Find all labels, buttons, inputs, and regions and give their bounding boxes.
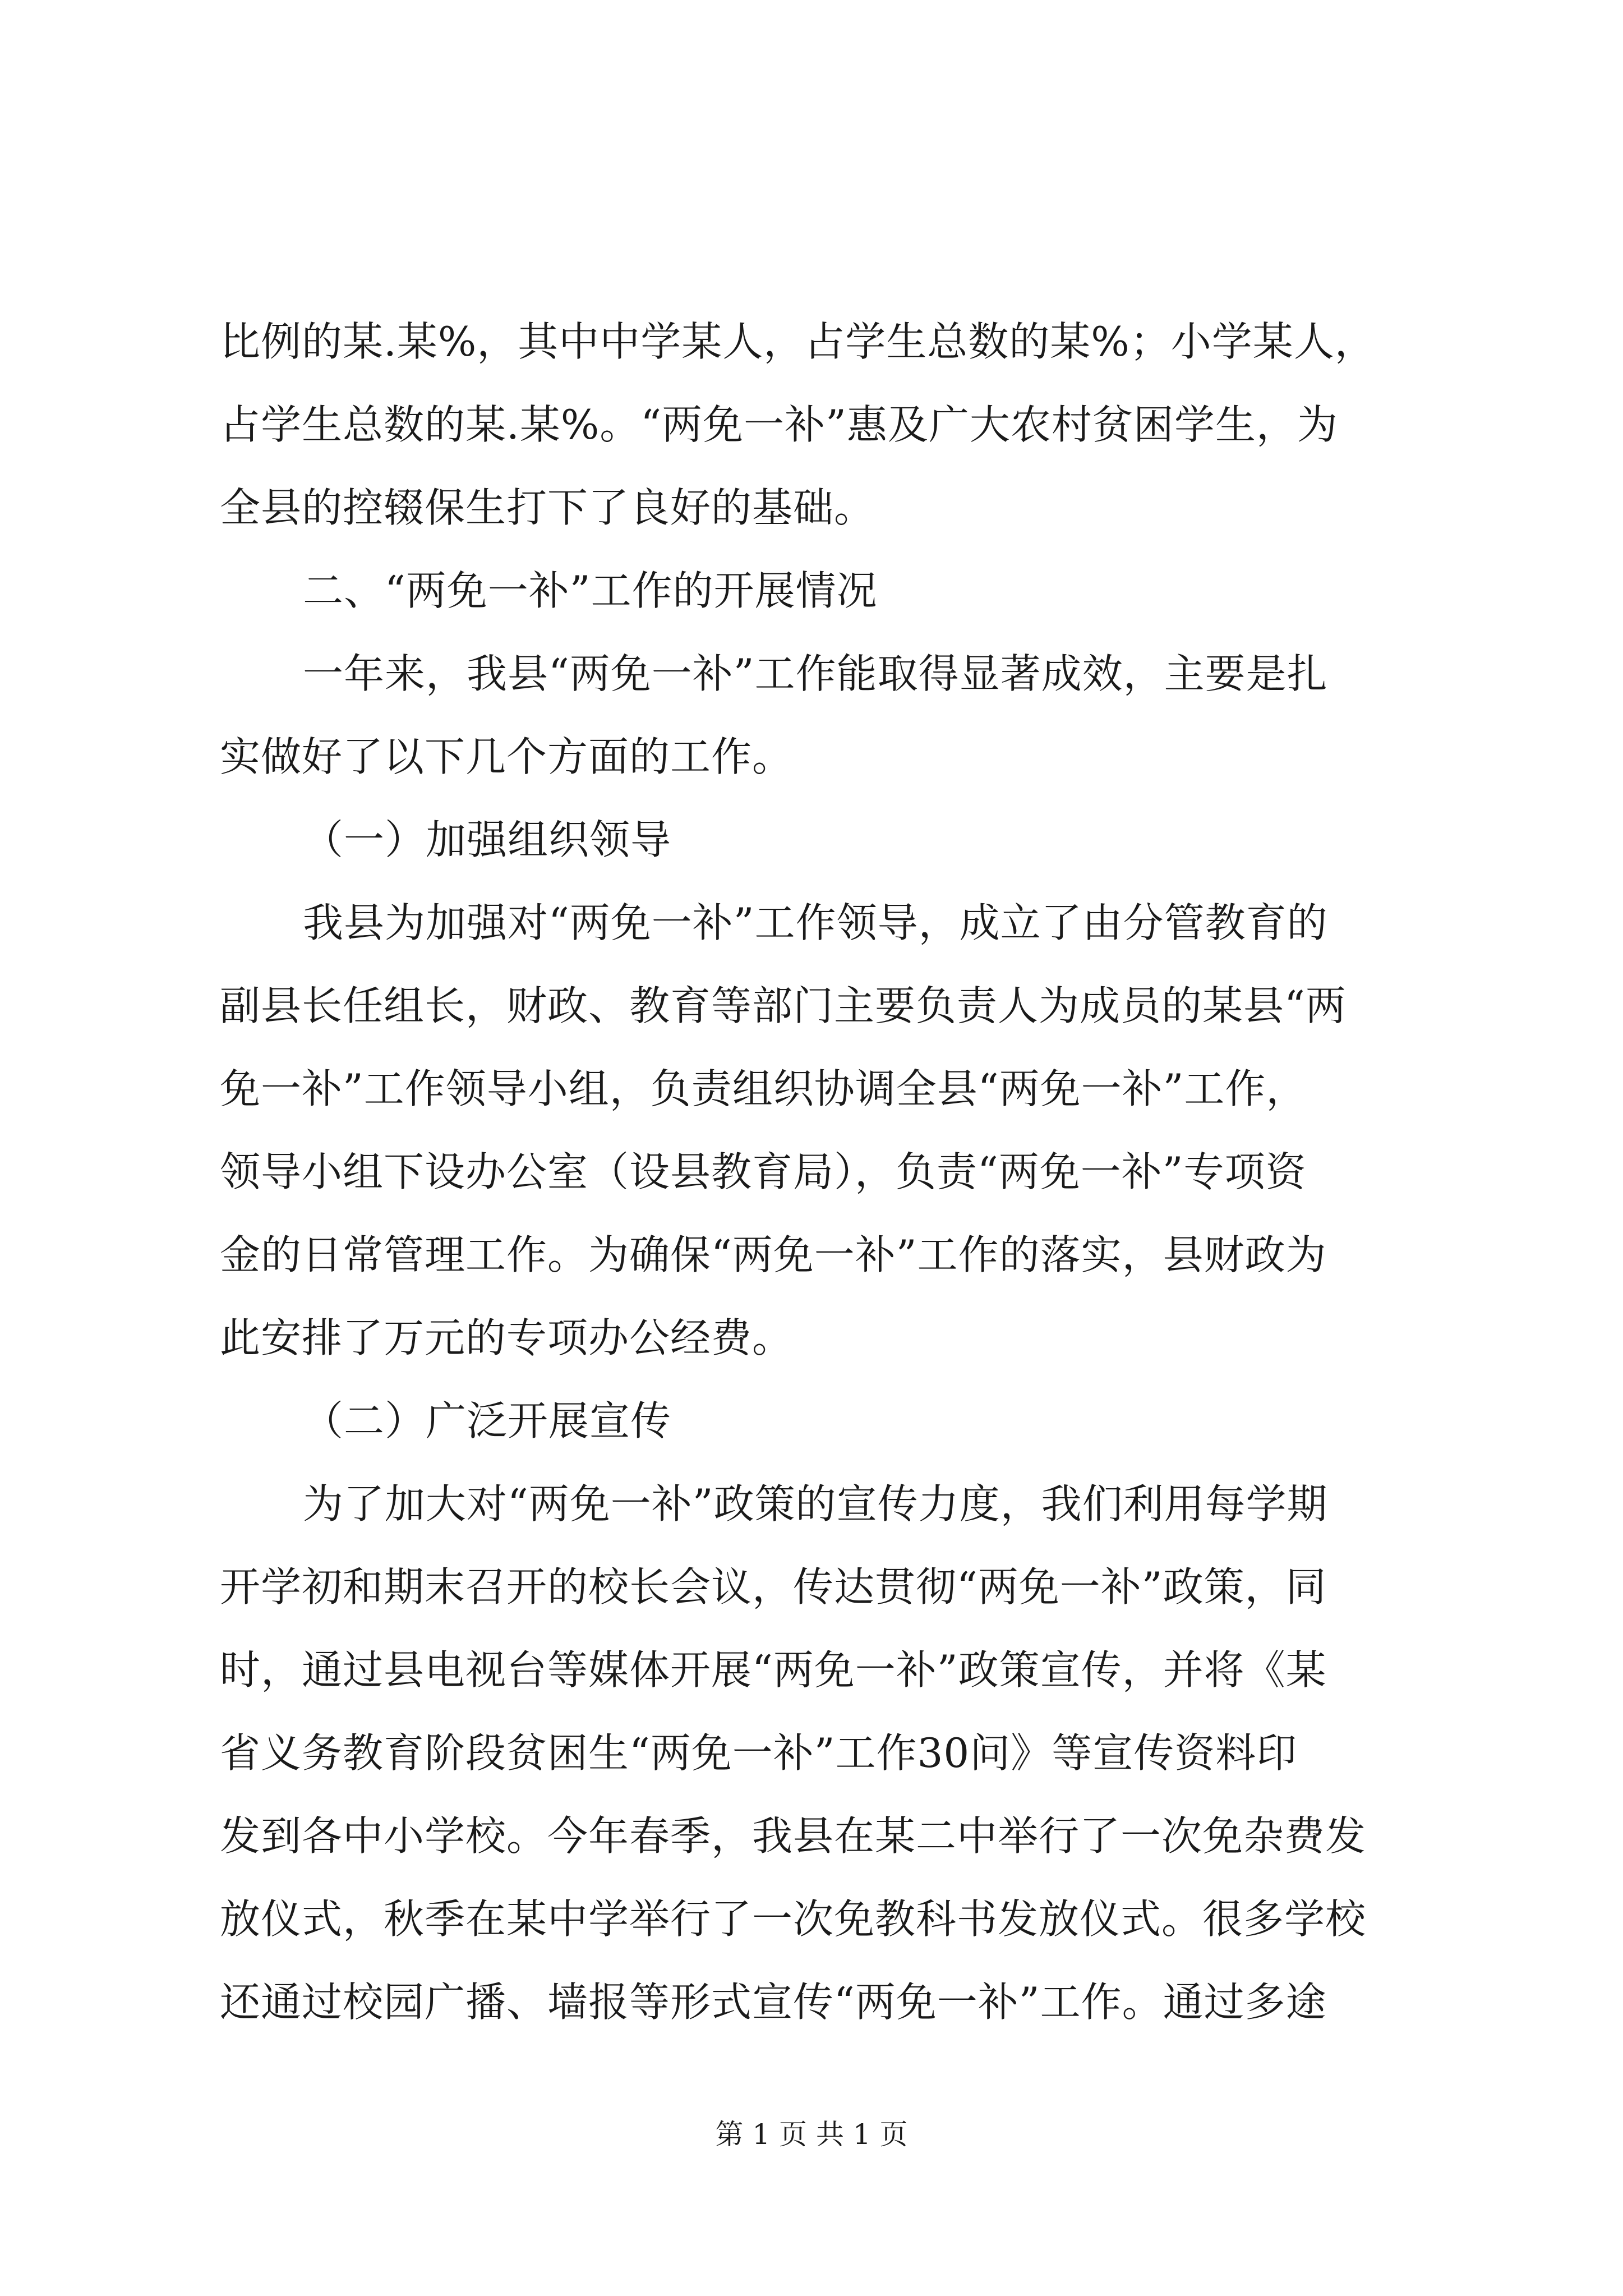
subsection-heading: （一）加强组织领导 <box>303 816 672 863</box>
body-line: 一年来，我县“两免一补”工作能取得显著成效，主要是扎 <box>303 650 1328 697</box>
body-line: 开学初和期末召开的校长会议，传达贯彻“两免一补”政策，同 <box>220 1563 1327 1611</box>
body-line: 领导小组下设办公室（设县教育局），负责“两免一补”专项资 <box>220 1148 1307 1195</box>
body-line: 实做好了以下几个方面的工作。 <box>220 733 794 780</box>
body-line: 金的日常管理工作。为确保“两免一补”工作的落实，县财政为 <box>220 1231 1327 1278</box>
body-line: 我县为加强对“两免一补”工作领导，成立了由分管教育的 <box>303 899 1328 946</box>
body-line: 免一补”工作领导小组，负责组织协调全县“两免一补”工作， <box>220 1065 1307 1112</box>
document-body <box>220 300 1431 2044</box>
body-line: 省义务教育阶段贫困生“两免一补”工作30问》等宣传资料印 <box>220 1729 1298 1777</box>
body-line: 放仪式，秋季在某中学举行了一次免教科书发放仪式。很多学校 <box>220 1895 1367 1943</box>
body-line: 发到各中小学校。今年春季，我县在某二中举行了一次免杂费发 <box>220 1812 1367 1860</box>
body-line: 副县长任组长，财政、教育等部门主要负责人为成员的某县“两 <box>220 982 1347 1029</box>
section-heading: 二、“两免一补”工作的开展情况 <box>303 567 878 614</box>
page-number-footer: 第 1 页 共 1 页 <box>715 2118 908 2151</box>
subsection-heading: （二）广泛开展宣传 <box>303 1397 672 1444</box>
body-line: 占学生总数的某.某%。“两免一补”惠及广大农村贫困学生，为 <box>220 401 1338 448</box>
body-line: 此安排了万元的专项办公经费。 <box>220 1314 794 1361</box>
body-line: 比例的某.某%，其中中学某人，占学生总数的某%；小学某人， <box>220 318 1376 365</box>
body-line: 还通过校园广播、墙报等形式宣传“两免一补”工作。通过多途 <box>220 1978 1327 2026</box>
body-line: 为了加大对“两免一补”政策的宣传力度，我们利用每学期 <box>303 1480 1328 1527</box>
body-line: 全县的控辍保生打下了良好的基础。 <box>220 484 875 531</box>
body-line: 时，通过县电视台等媒体开展“两免一补”政策宣传，并将《某 <box>220 1646 1327 1694</box>
